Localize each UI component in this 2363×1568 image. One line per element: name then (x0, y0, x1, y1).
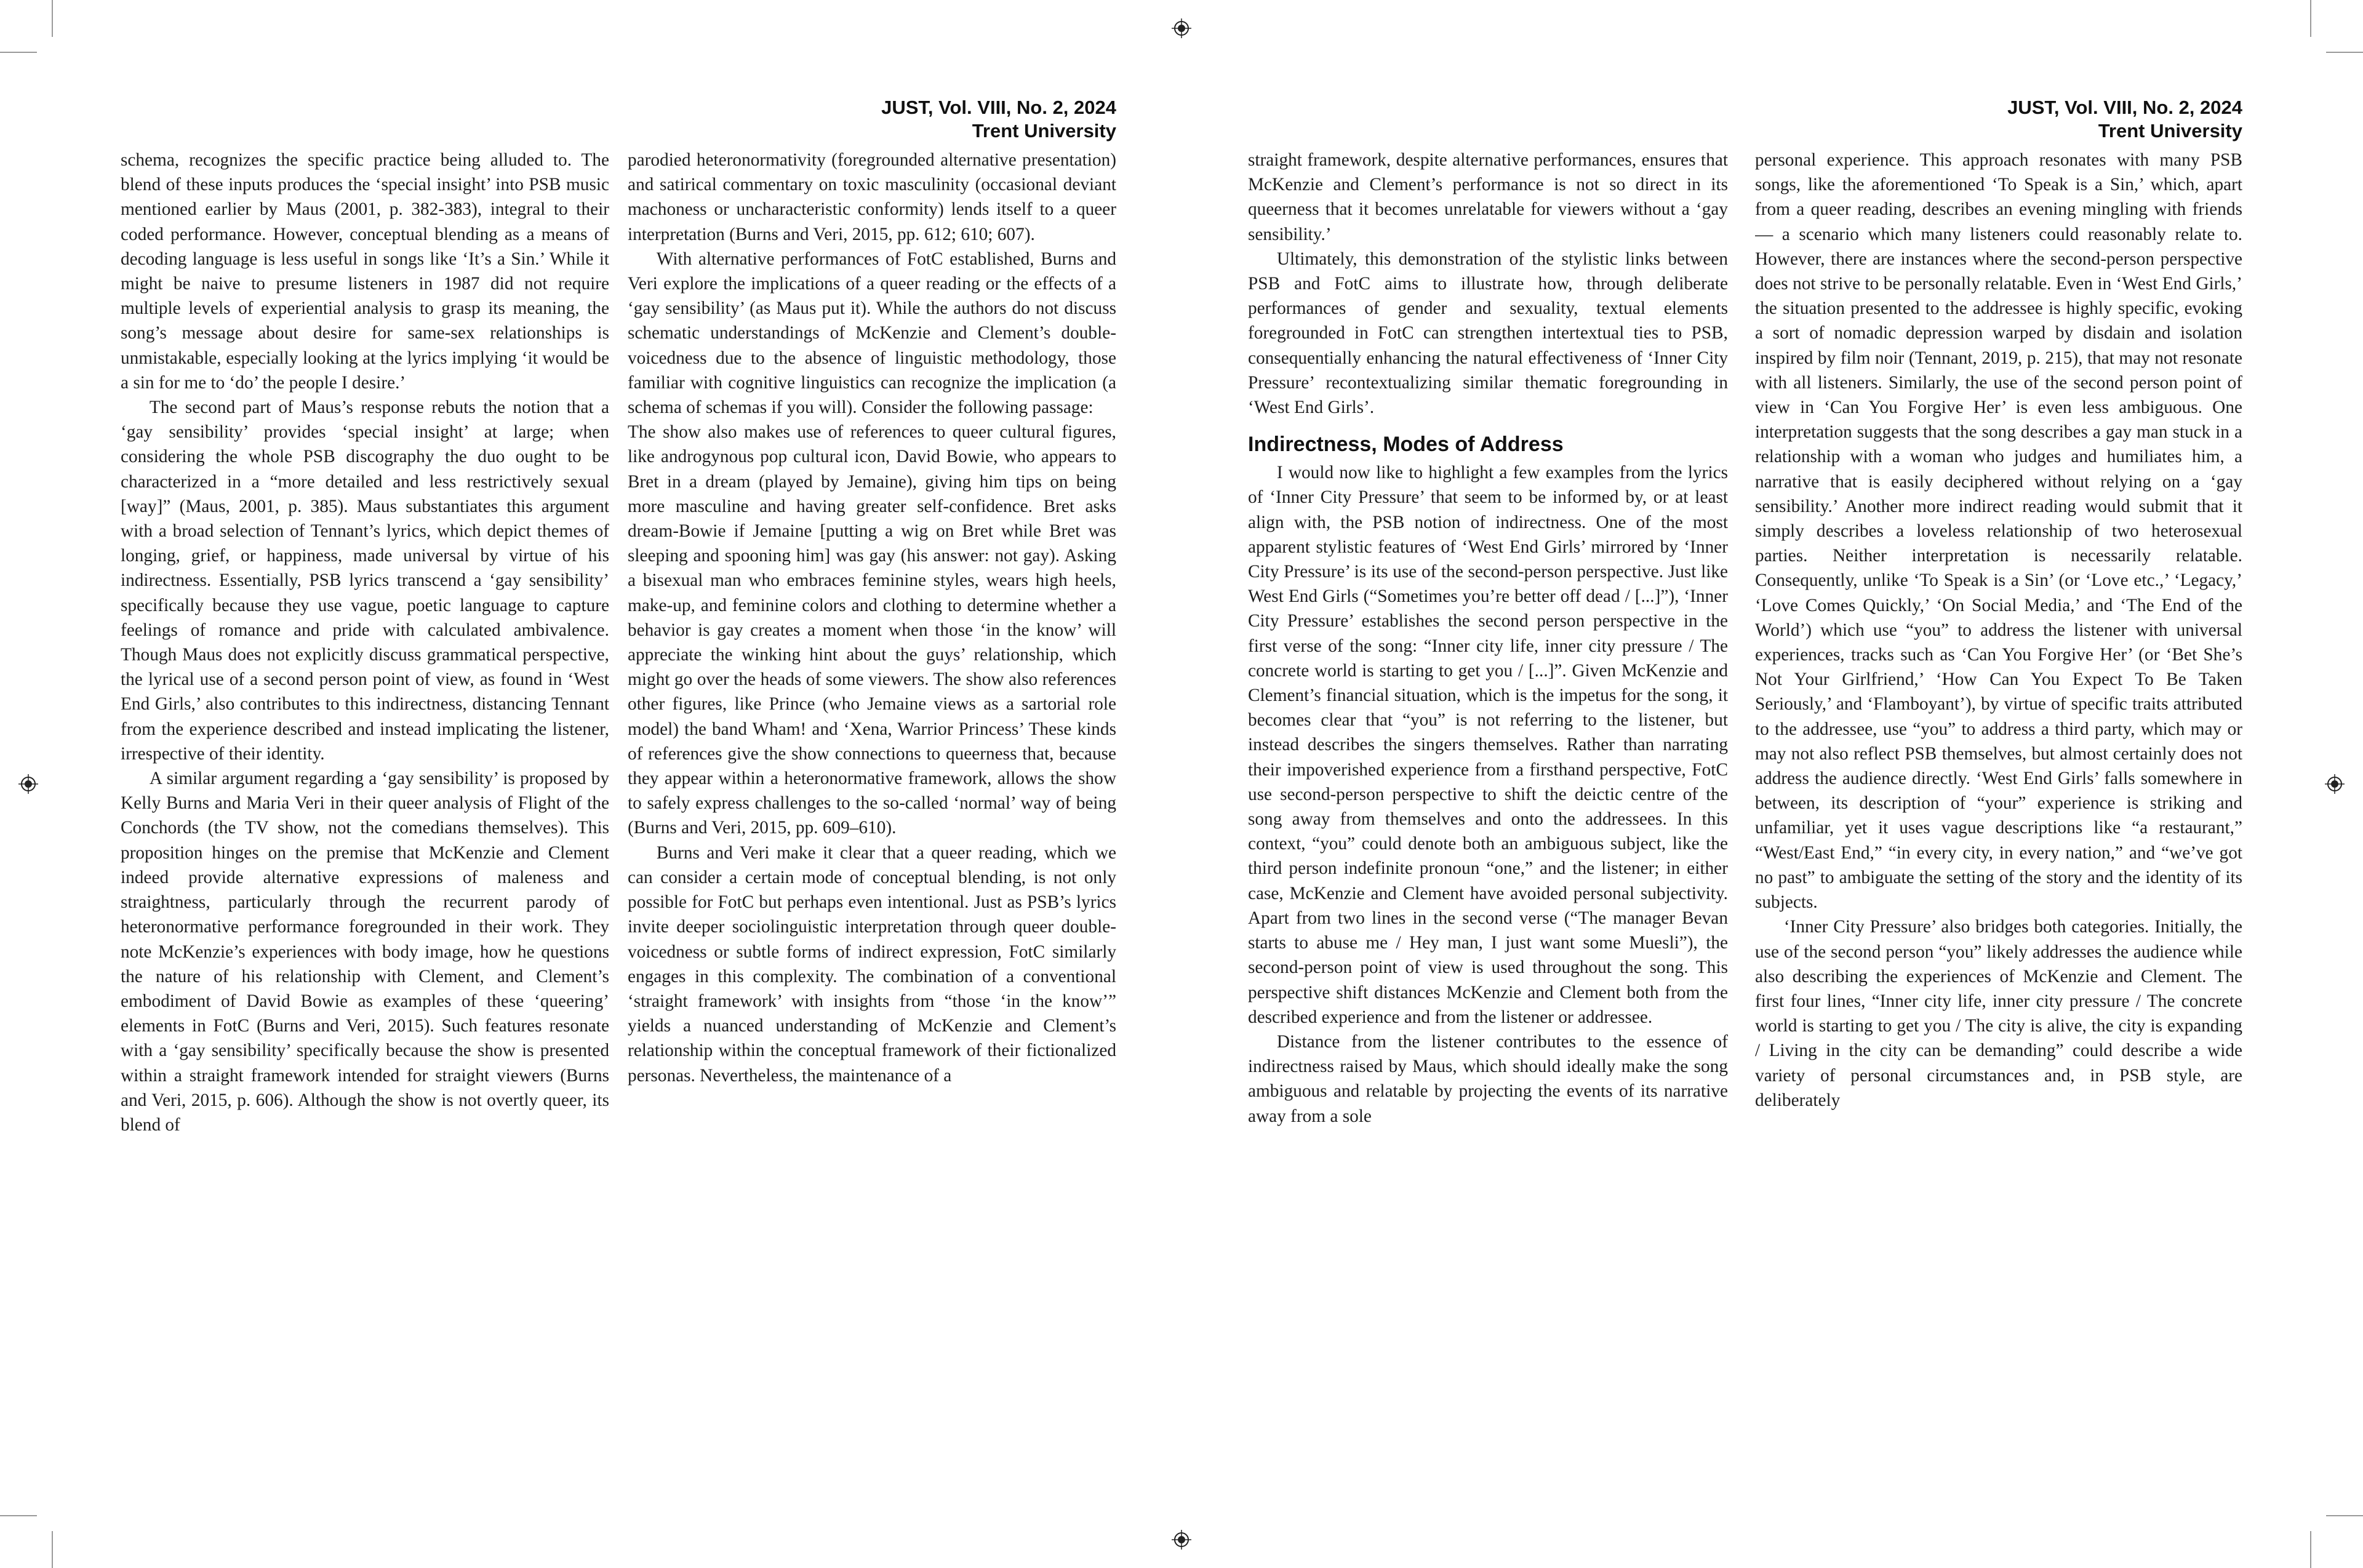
paragraph: I would now like to highlight a few examples from the lyrics of ‘Inner City Pressure’ that seem to be informed by, or at least align with, the PSB notion of indirectness. One of the most apparent stylistic features of ‘West End Girls’ mirrored by ‘Inner City Pressure’ is its use of the second-person perspective. Just like West End Girls (“Sometimes you’re better off dead / [...]”), ‘Inner City Pressure’ establishes the second person perspective in the first verse of the song: “Inner city life, inner city pressure / The concrete world is starting to get you / [...]”. Given McKenzie and Clement’s financial situation, which is the impetus for the song, it becomes clear that “you” is not referring to the listener, but instead describes the singers themselves. Rather than narrating their impoverished experience from a firsthand perspective, FotC use second-person perspective to shift the deictic centre of the song away from themselves and onto the addressees. In this context, “you” could denote both an ambiguous subject, like the third person indefinite pronoun “one,” and the listener; in either case, McKenzie and Clement have avoided personal subjectivity. Apart from two lines in the second verse (“The manager Bevan starts to abuse me / Hey man, I just want some Muesli”), the second-person point of view is used throughout the song. This perspective shift distances McKenzie and Clement both from the described experience and from the listener or addressee. (1248, 463, 1728, 1027)
crop-mark (0, 52, 37, 53)
paragraph: ‘Inner City Pressure’ also bridges both categories. Initially, the use of the second person “you” likely addresses the audience while also describing the experiences of McKenzie and Clement. The first four lines, “Inner city life, inner city pressure / The concrete world is starting to get you / The city is alive, the city is expanding / Living in the city can be demanding” could describe a wide variety of personal circumstances and, in PSB style, are deliberately (1755, 917, 2242, 1110)
paragraph: schema, recognizes the specific practice being alluded to. The blend of these inputs produces the ‘special insight’ into PSB music mentioned earlier by Maus (2001, p. 382-383), integral to their coded performance. However, conceptual blending as a means of decoding language is less useful in songs like ‘It’s a Sin.’ While it might be naive to presume listeners in 1987 did not require multiple levels of experiential analysis to grasp its meaning, the song’s message about desire for same-sex relationships is unmistakable, especially looking at the lyrics implying ‘it would be a sin for me to ‘do’ the people I desire.’ (121, 150, 609, 393)
paragraph: Ultimately, this demonstration of the stylistic links between PSB and FotC aims to illustrate how, through deliberate performances of gender and sexuality, textual elements foregrounded in FotC can strengthen intertextual ties to PSB, consequentially enhancing the natural effectiveness of ‘Inner City Pressure’ recontextualizing similar thematic foregrounding in ‘West End Girls’. (1248, 249, 1728, 418)
journal-institution: Trent University (972, 120, 1116, 142)
crop-mark (2310, 0, 2311, 37)
crop-mark (52, 1531, 53, 1568)
section-heading: Indirectness, Modes of Address (1248, 433, 1564, 457)
running-head-left (738, 96, 1116, 143)
paragraph: With alternative performances of FotC established, Burns and Veri explore the implications of a queer reading or the effects of a ‘gay sensibility’ (as Maus put it). While the authors do not discuss schematic understandings of McKenzie and Clement’s double-voicedness due to the absence of linguistic methodology, those familiar with cognitive linguistics can recognize the implication (a schema of schemas if you will). Consider the following passage: (628, 249, 1116, 418)
journal-institution: Trent University (2098, 120, 2242, 142)
journal-title: JUST, Vol. VIII, No. 2, 2024 (2007, 97, 2242, 118)
text-column-1 (121, 148, 609, 1409)
text-column-4 (1755, 148, 2242, 1409)
paragraph: Distance from the listener contributes to the essence of indirectness raised by Maus, which should ideally make the song ambiguous and relatable by projecting the events of its narrative away from a sole (1248, 1031, 1728, 1126)
text-column-3 (1248, 148, 1728, 1409)
registration-mark-icon (1172, 18, 1191, 38)
paragraph: The second part of Maus’s response rebuts the notion that a ‘gay sensibility’ provides ‘special insight’ at large; when considering the whole PSB discography the duo ought to be characterized in a “more detailed and less restrictively sexual [way]” (Maus, 2001, p. 385). Maus substantiates this argument with a broad selection of Tennant’s lyrics, which depict themes of longing, grief, or happiness, made universal by virtue of his indirectness. Essentially, PSB lyrics transcend a ‘gay sensibility’ specifically because they use vague, poetic language to capture feelings of romance and pride with calculated ambivalence. Though Maus does not explicitly discuss grammatical perspective, the lyrical use of a second person point of view, as found in ‘West End Girls,’ also contributes to this indirectness, distancing Tennant from the experience described and instead implicating the listener, irrespective of their identity. (121, 398, 609, 764)
crop-mark (2326, 52, 2363, 53)
paragraph: Burns and Veri make it clear that a queer reading, which we can consider a certain mode of conceptual blending, is not only possible for FotC but perhaps even intentional. Just as PSB’s lyrics invite deeper sociolinguistic interpretation through queer double-voicedness or subtle forms of indirect expression, FotC similarly engages in this complexity. The combination of a conventional ‘straight framework’ with insights from “those ‘in the know’” yields a nuanced understanding of McKenzie and Clement’s relationship within the conceptual framework of their fictionalized personas. Nevertheless, the maintenance of a (628, 842, 1116, 1086)
text-column-2 (628, 148, 1116, 1409)
paragraph: parodied heteronormativity (foregrounded alternative presentation) and satirical commentary on toxic masculinity (occasional deviant machoness or uncharacteristic conformity) lends itself to a queer interpretation (Burns and Veri, 2015, pp. 612; 610; 607). (628, 150, 1116, 244)
journal-title: JUST, Vol. VIII, No. 2, 2024 (881, 97, 1116, 118)
crop-mark (2326, 1515, 2363, 1516)
paragraph: personal experience. This approach resonates with many PSB songs, like the aforementioned ‘To Speak is a Sin,’ which, apart from a queer reading, describes an evening mingling with friends — a scenario which many listeners could reasonably relate to. However, there are instances where the second-person perspective does not strive to be personally relatable. Even in ‘West End Girls,’ the situation presented to the addressee is highly specific, evoking a sort of nomadic depression warped by disdain and isolation inspired by film noir (Tennant, 2019, p. 215), that may not resonate with all listeners. Similarly, the use of the second person point of view in ‘Can You Forgive Her’ is even less ambiguous. One interpretation suggests that the song describes a gay man stuck in a relationship with a woman who judges and humiliates him, a narrative that is easily deciphered without relying on a ‘gay sensibility.’ Another more indirect reading would submit that it simply describes a loveless relationship of two heterosexual parties. Neither interpretation is necessarily relatable. Consequently, unlike ‘To Speak is a Sin’ (or ‘Love etc.,’ ‘Legacy,’ ‘Love Comes Quickly,’ ‘On Social Media,’ and ‘The End of the World’) which use “you” to address the listener with universal experiences, tracks such as ‘Can You Forgive Her’ (or ‘Bet She’s Not Your Girlfriend,’ ‘How Can You Expect To Be Taken Seriously,’ and ‘Flamboyant’), by virtue of specific traits attributed to the addressee, use “you” to address a third party, which may or may not also reflect PSB themselves, but almost certainly does not address the audience directly. ‘West End Girls’ falls somewhere in between, its description of “your” experience is striking and unfamiliar, yet it uses vague descriptions like “a restaurant,” “West/East End,” “in every city, in every nation,” and “we’ve got no past” to ambiguate the setting of the story and the identity of its subjects. (1755, 150, 2242, 913)
registration-mark-icon (2325, 774, 2345, 794)
running-head-right (1858, 96, 2242, 143)
registration-mark-icon (18, 774, 38, 794)
registration-mark-icon (1172, 1530, 1191, 1550)
block-quote: The show also makes use of references to queer cultural figures, like androgynous pop cultural icon, David Bowie, who appears to Bret in a dream (played by Jemaine), giving him tips on being more masculine and having greater self-confidence. Bret asks dream-Bowie if Jemaine [putting a wig on Bret while Bret was sleeping and spooning him] was gay (his answer: not gay). Asking a bisexual man who embraces feminine styles, wears high heels, make-up, and feminine colors and clothing to determine whether a behavior is gay creates a moment when those ‘in the know’ will appreciate the winking hint about the guys’ relationship, which might go over the heads of some viewers. The show also references other figures, like Prince (who Jemaine views as a sartorial role model) the band Wham! and ‘Xena, Warrior Princess’ These kinds of references give the show connections to queerness that, because they appear within a heteronormative framework, allows the show to safely express challenges to the so-called ‘normal’ way of being (Burns and Veri, 2015, pp. 609–610). (628, 422, 1116, 838)
paragraph: A similar argument regarding a ‘gay sensibility’ is proposed by Kelly Burns and Maria Veri in their queer analysis of Flight of the Conchords (the TV show, not the comedians themselves). This proposition hinges on the premise that McKenzie and Clement indeed provide alternative expressions of maleness and straightness, particularly through the recurrent parody of heteronormative performance foregrounded in their work. They note McKenzie’s experiences with body image, how he questions the nature of his relationship with Clement, and Clement’s embodiment of David Bowie as examples of these ‘queering’ elements in FotC (Burns and Veri, 2015). Such features resonate with a ‘gay sensibility’ specifically because the show is presented within a straight framework intended for straight viewers (Burns and Veri, 2015, p. 606). Although the show is not overtly queer, its blend of (121, 769, 609, 1135)
crop-mark (2310, 1531, 2311, 1568)
crop-mark (0, 1515, 37, 1516)
crop-mark (52, 0, 53, 37)
paragraph: straight framework, despite alternative performances, ensures that McKenzie and Clement’s performance is not so direct in its queerness that it becomes unrelatable for viewers without a ‘gay sensibility.’ (1248, 150, 1728, 244)
